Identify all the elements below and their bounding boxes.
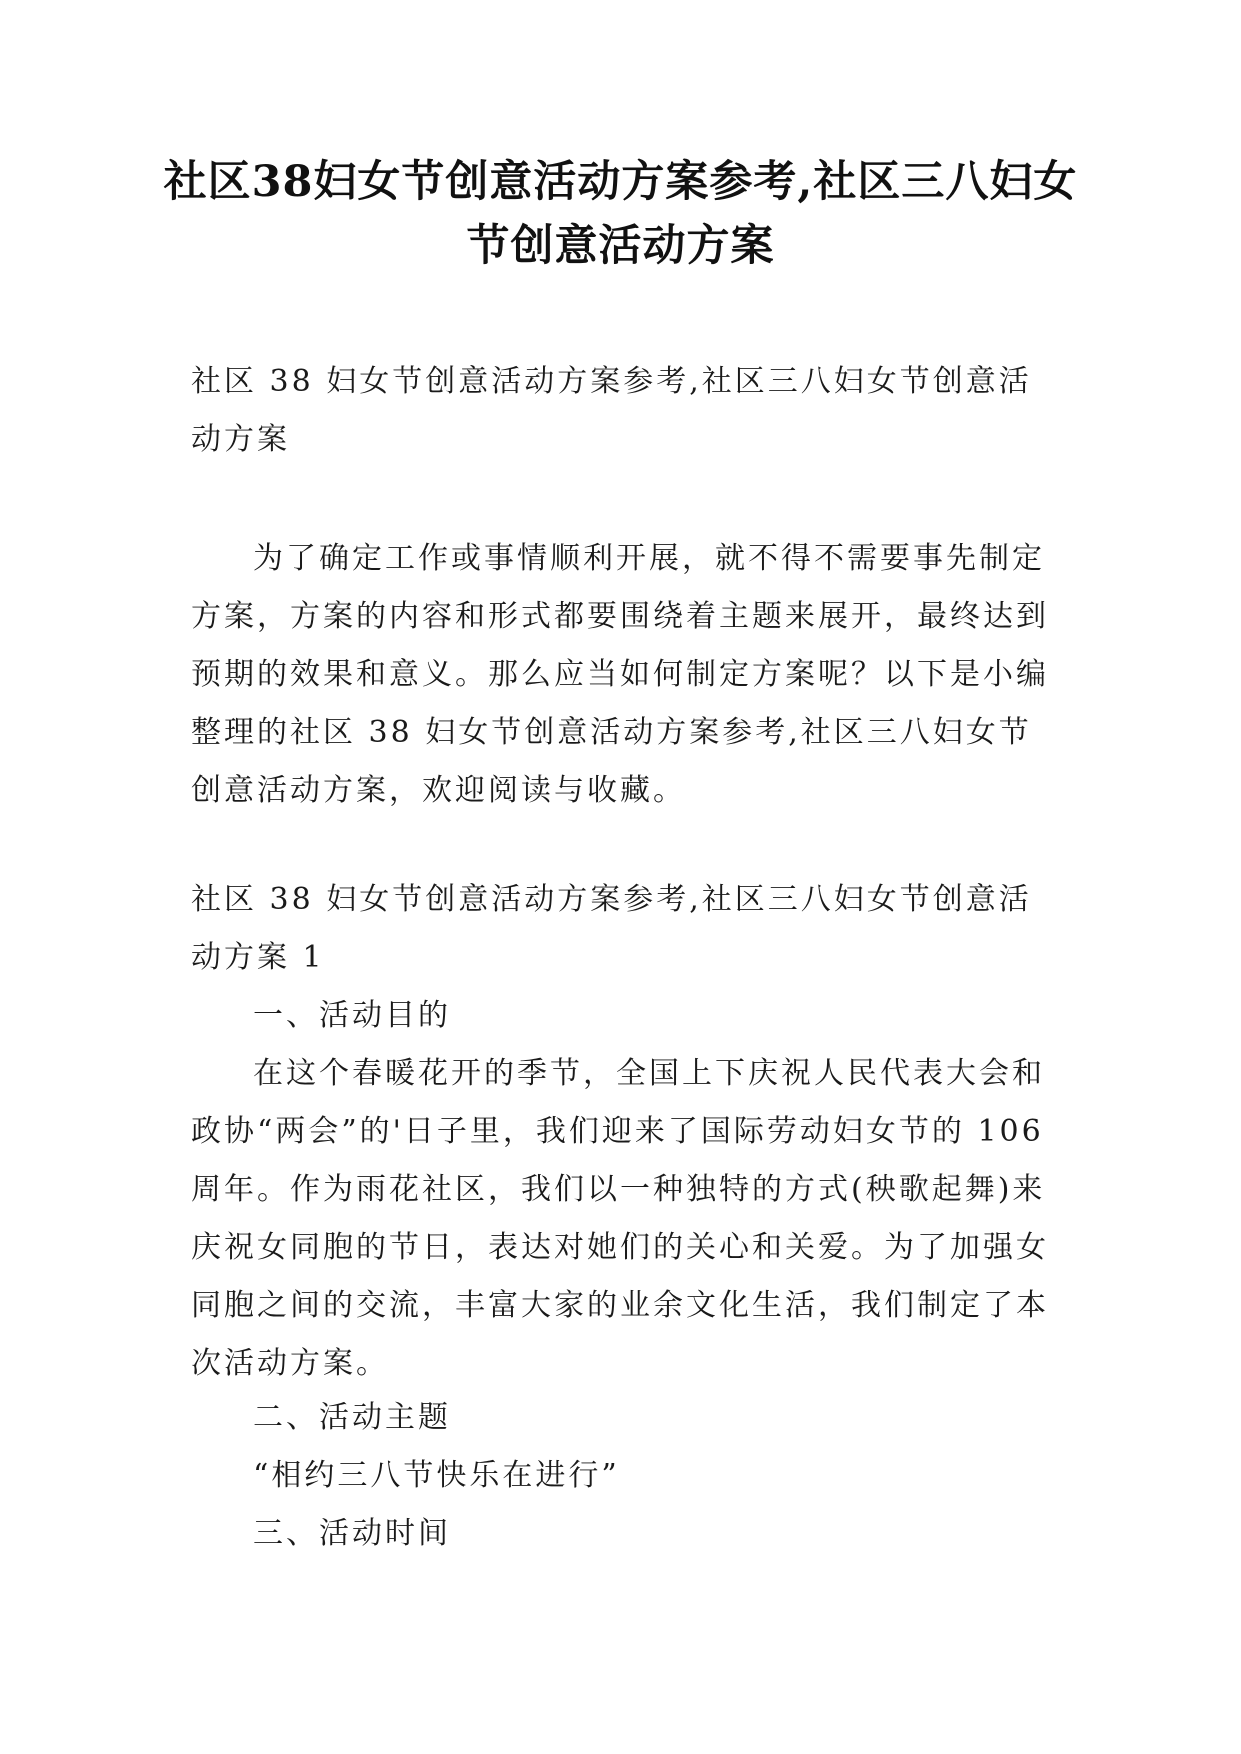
heading-activity-time: 三、活动时间	[253, 1516, 451, 1551]
document-title: 社区38妇女节创意活动方案参考,社区三八妇女节创意活动方案	[163, 157, 1078, 271]
heading-activity-theme: 二、活动主题	[253, 1400, 451, 1435]
document-subtitle: 社区 38 妇女节创意活动方案参考,社区三八妇女节创意活动方案	[191, 364, 1032, 457]
theme-paragraph: “相约三八节快乐在进行”	[253, 1458, 620, 1493]
intro-paragraph: 为了确定工作或事情顺利开展，就不得不需要事先制定方案，方案的内容和形式都要围绕着主题来展开，最终达到预期的效果和意义。那么应当如何制定方案呢？以下是小编整理的社区 38 妇女节创意活动方案参考,社区三八妇女节创意活动方案，欢迎阅读与收藏。	[191, 541, 1049, 808]
section-title: 社区 38 妇女节创意活动方案参考,社区三八妇女节创意活动方案 1	[191, 882, 1032, 975]
heading-activity-purpose: 一、活动目的	[253, 998, 451, 1033]
purpose-paragraph: 在这个春暖花开的季节，全国上下庆祝人民代表大会和政协“两会”的'日子里，我们迎来了国际劳动妇女节的 106 周年。作为雨花社区，我们以一种独特的方式(秧歌起舞)来庆祝女同胞的节日，表达对她们的关心和关爱。为了加强女同胞之间的交流，丰富大家的业余文化生活，我们制定了本次活动方案。	[191, 1056, 1049, 1381]
